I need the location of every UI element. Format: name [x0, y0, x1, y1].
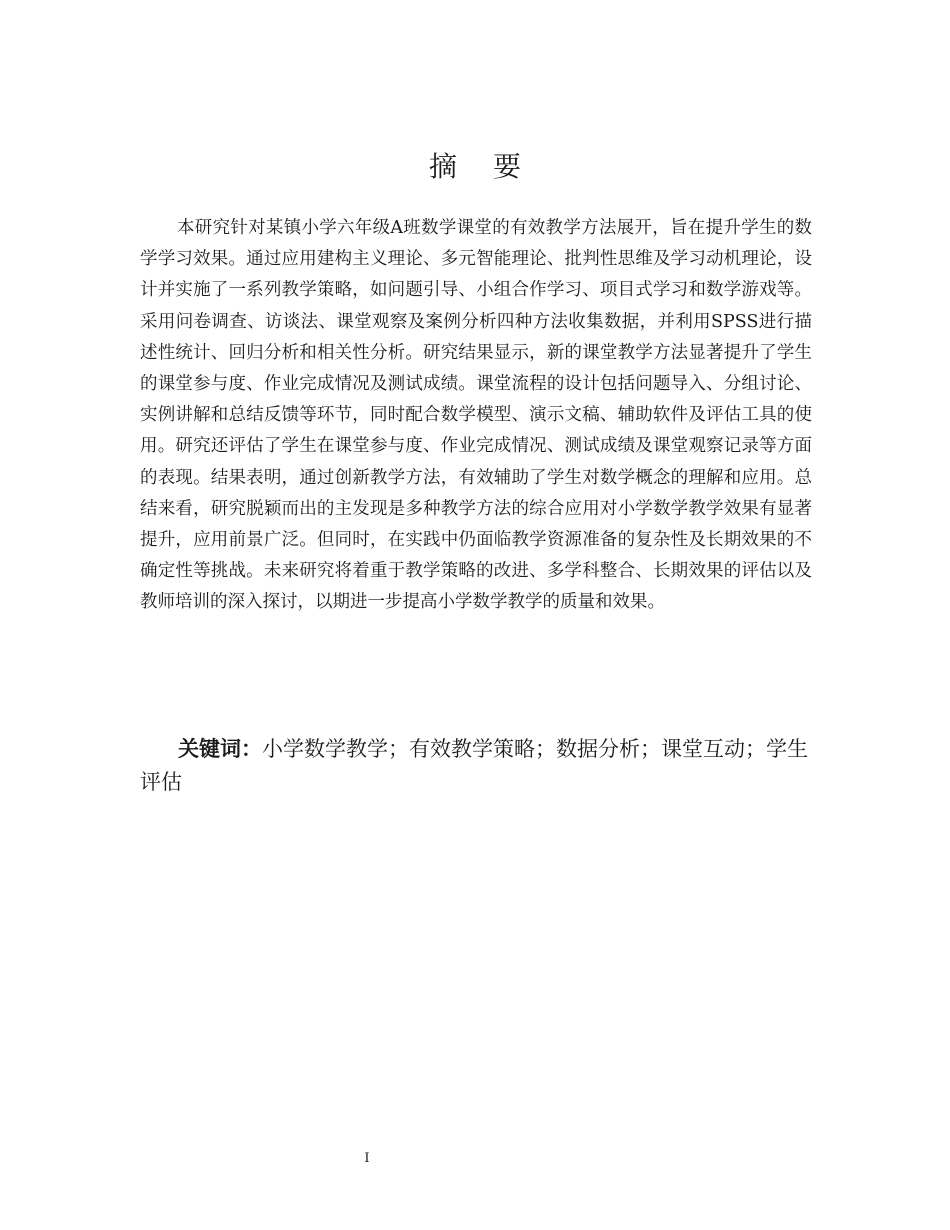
keywords-label: 关键词： [178, 737, 262, 761]
keywords-line [140, 733, 812, 799]
page-number: I [364, 1151, 370, 1166]
page-title: 摘要 [428, 150, 557, 183]
abstract-paragraph: 本研究针对某镇小学六年级A班数学课堂的有效教学方法展开，旨在提升学生的数学学习效果。通过应用建构主义理论、多元智能理论、批判性思维及学习动机理论，设计并实施了一系列教学策略，如问题引导、小组合作学习、项目式学习和数学游戏等。采用问卷调查、访谈法、课堂观察及案例分析四种方法收集数据，并利用SPSS进行描述性统计、回归分析和相关性分析。研究结果显示，新的课堂教学方法显著提升了学生的课堂参与度、作业完成情况及测试成绩。课堂流程的设计包括问题导入、分组讨论、实例讲解和总结反馈等环节，同时配合数学模型、演示文稿、辅助软件及评估工具的使用。研究还评估了学生在课堂参与度、作业完成情况、测试成绩及课堂观察记录等方面的表现。结果表明，通过创新教学方法，有效辅助了学生对数学概念的理解和应用。总结来看，研究脱颖而出的主发现是多种教学方法的综合应用对小学数学教学效果有显著提升，应用前景广泛。但同时，在实践中仍面临教学资源准备的复杂性及长期效果的不确定性等挑战。未来研究将着重于教学策略的改进、多学科整合、长期效果的评估以及教师培训的深入探讨，以期进一步提高小学数学教学的质量和效果。 [140, 218, 812, 613]
keywords-text: 小学数学教学；有效教学策略；数据分析；课堂互动；学生评估 [140, 737, 808, 794]
